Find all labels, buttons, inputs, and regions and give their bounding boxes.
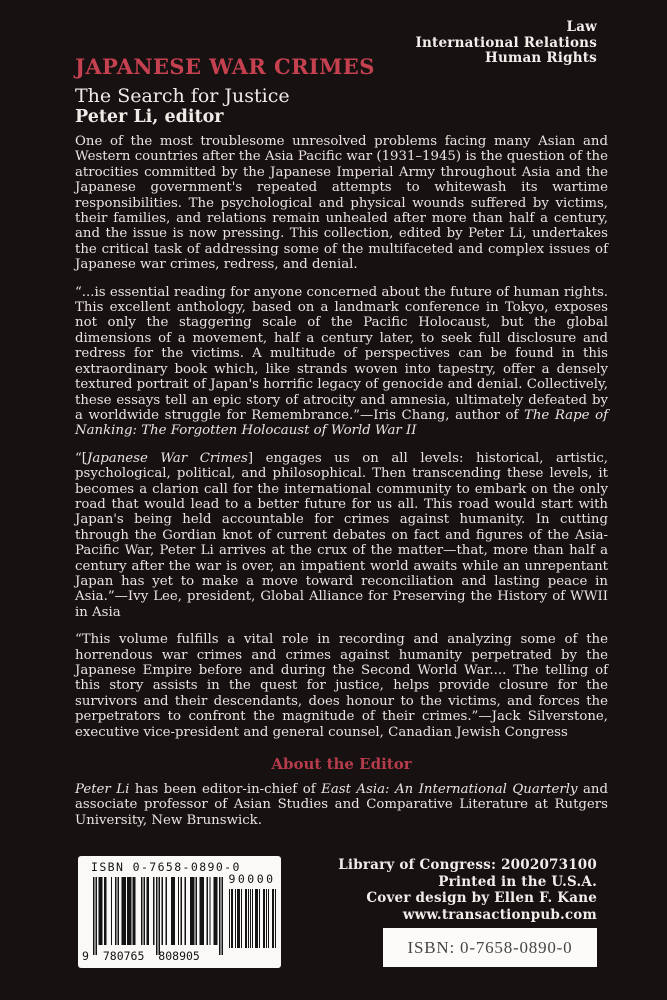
category-list — [416, 20, 597, 67]
isbn-box-text: ISBN: 0-7658-0890-0 — [407, 937, 573, 957]
colophon-printed-in-usa: Printed in the U.S.A. — [438, 873, 597, 890]
colophon — [338, 857, 597, 923]
colophon-library-of-congress: Library of Congress: 2002073100 — [338, 857, 597, 873]
about-editor-heading: About the Editor — [271, 755, 412, 774]
description-paragraph: One of the most troublesome unresolved problems facing many Asian and Western countries after the Asia Pacific war (1931–1945) is the question of the atrocities committed by the Japanese Imperial Army throughout Asia and the Japanese government's repeated attempts to whitewash its wartime responsibilities. The psychological and physical wounds suffered by victims, their families, and relations remain unhealed after more than half a century, and the issue is now pressing. This collection, edited by Peter Li, undertakes the critical task of addressing some of the multifaceted and complex issues of Japanese war crimes, redress, and denial. — [75, 134, 608, 273]
category-human-rights: Human Rights — [485, 50, 597, 66]
back-cover-text-column — [75, 134, 608, 840]
about-editor-paragraph: Peter Li has been editor-in-chief of East Asia: An International Quarterly and associate professor of Asian Studies and Comparative Literature at Rutgers University, New Brunswick. — [75, 782, 608, 828]
publisher-website: www.transactionpub.com — [402, 906, 597, 923]
category-international-relations: International Relations — [415, 34, 597, 51]
review-jack-silverstone: “This volume fulfills a vital role in recording and analyzing some of the horrendous war crimes and crimes against humanity perpetrated by the Japanese Empire before and during the Second World War.... The telling of this story assists in the quest for justice, helps provide closure for the survivors and their descendants, does honour to the victims, and forces the perpetrators to confront the magnitude of their crimes.”—Jack Silverstone, executive vice-president and general counsel, Canadian Jewish Congress — [75, 632, 608, 740]
barcode-addon-number: 90000 — [228, 872, 276, 886]
review-ivy-lee: “[Japanese War Crimes] engages us on all levels: historical, artistic, psychological, political, and philosophical. Then transcending these levels, it becomes a clarion call for the international community to embark on the only road that would lead to a better future for us all. This road would start with Japan's being held accountable for crimes against humanity. In cutting through the Gordian knot of current debates on fact and figures of the Asia-Pacific War, Peter Li arrives at the crux of the matter—that, more than half a century after the war is over, an impatient world awaits while an unrepentant Japan has yet to make a move toward reconciliation and lasting peace in Asia.”—Ivy Lee, president, Global Alliance for Preserving the History of WWII in Asia — [75, 450, 609, 620]
book-subtitle: The Search for Justice — [75, 85, 290, 107]
colophon-cover-design: Cover design by Ellen F. Kane — [366, 890, 597, 906]
ean13-barcode — [93, 877, 223, 955]
book-title: JAPANESE WAR CRIMES — [75, 54, 375, 79]
category-law: Law — [566, 19, 597, 35]
barcode-digits: 9 780765 808905 — [82, 949, 200, 963]
editor-byline: Peter Li, editor — [75, 107, 224, 127]
ean5-addon-barcode — [228, 889, 276, 948]
barcode-isbn-text: ISBN 0-7658-0890-0 — [91, 860, 241, 874]
review-iris-chang: “...is essential reading for anyone concerned about the future of human rights. This excellent anthology, based on a landmark conference in Tokyo, exposes not only the staggering scale of the Pacific Holocaust, but the global dimensions of a movement, half a century later, to seek full disclosure and redress for the victims. A multitude of perspectives can be found in this extraordinary book which, like strands woven into tapestry, offer a densely textured portrait of Japan's horrific legacy of genocide and denial. Collectively, these essays tell an epic story of atrocity and amnesia, ultimately defeated by a worldwide struggle for Remembrance.”—Iris Chang, author of The Rape of Nanking: The Forgotten Holocaust of World War II — [75, 284, 608, 439]
barcode-label — [78, 856, 281, 968]
isbn-box — [383, 928, 597, 967]
